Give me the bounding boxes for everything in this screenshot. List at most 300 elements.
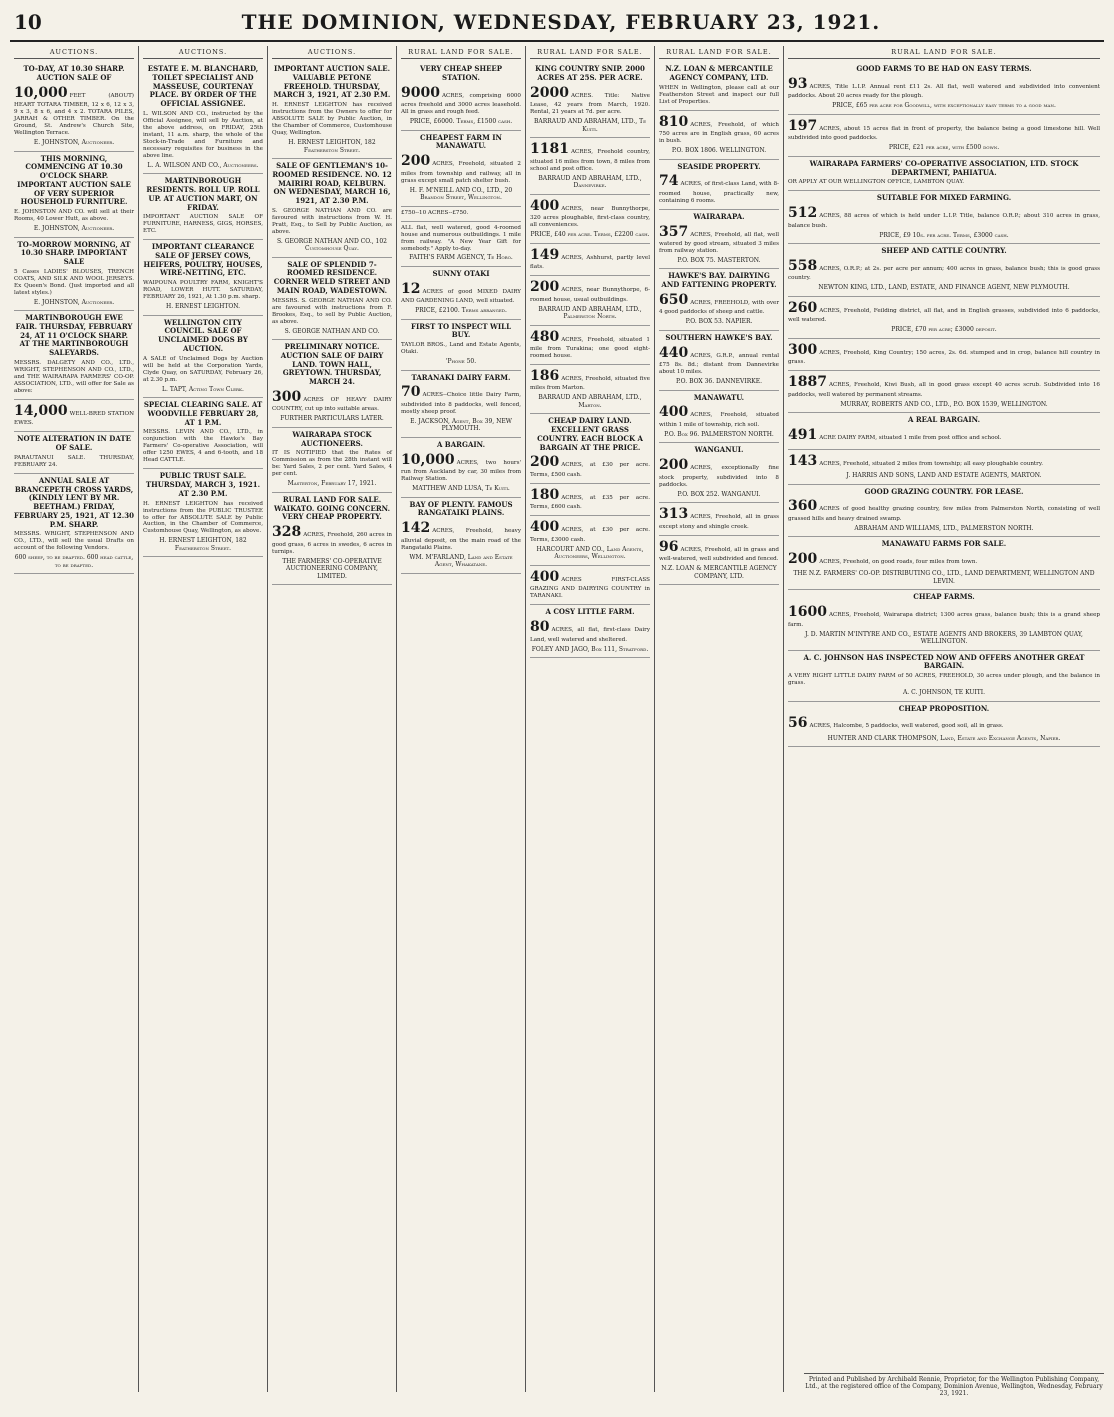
ad-title: MANAWATU. — [693, 392, 745, 402]
ad-signature: H. ERNEST LEIGHTON, 182 Featherston Street. — [159, 537, 247, 552]
ad-title: WANGANUI. — [694, 445, 744, 455]
ad-text: ACRES of good healthy grazing country, few miles from Palmerston North, consisting of well grassed hills and heavy drained swamp. — [788, 506, 1100, 522]
classified-ad — [530, 484, 650, 516]
column-header: AUCTIONS. — [143, 46, 263, 59]
ad-text: MESSRS. DALGETY AND CO., LTD., WRIGHT, STEPHENSON AND CO., LTD., and THE WAIRARAPA FARMERS' CO-OP. ASSOCIATION, LTD., will offer for Sale as above: — [14, 359, 134, 394]
classified-ad — [272, 258, 392, 340]
classified-ad — [143, 398, 263, 469]
ad-text: ACRES, Title L.I.P. Annual rent £11 2s. All flat, well watered and subdivided into convenient paddocks. About 20 acres ready for the plough. — [788, 83, 1100, 100]
ad-text: ACRES, Freehold, all in grass and well-watered, well subdivided and fenced. — [659, 546, 779, 563]
ad-signature: J. D. MARTIN M'INTYRE AND CO., ESTATE AGENTS AND BROKERS, 39 LAMBTON QUAY, WELLINGTON. — [805, 630, 1083, 646]
ad-signature: PRICE, £9 10s. per acre. Terms, £3000 cash. — [879, 231, 1009, 239]
ad-text: E. JOHNSTON AND CO. will sell at their Rooms, 40 Lower Hutt, as above. — [14, 209, 134, 223]
ad-text: ACRES. Title: Native Lease, 42 years from March, 1920. Rental, 21 years at 7d. per acre. — [530, 92, 650, 116]
classified-ad — [14, 152, 134, 238]
ad-text: FEET (ABOUT) HEART TOTARA TIMBER, 12 x 6, 12 x 3, 9 x 3, 8 x 6, and 4 x 2. TOTARA PILES, JARRAH & OTHER TIMBER. On the Ground, St. Andrew's Church Site, Wellington Terrace. — [14, 92, 134, 137]
ad-figure: 143 — [788, 452, 818, 469]
ad-body — [272, 208, 392, 236]
ad-text: ACRES, Freehold, King Country; 150 acres, 2s. 6d. stumped and in crop, balance hill country in grass. — [788, 349, 1100, 366]
ad-text: WHEN in Wellington, please call at our Featherston Street and inspect our full List of Properties. — [659, 84, 779, 105]
classified-ad — [14, 432, 134, 473]
ad-body — [530, 247, 650, 271]
ad-title: A. C. JOHNSON HAS INSPECTED NOW AND OFFERS ANOTHER GREAT BARGAIN. — [803, 652, 1085, 671]
ad-title: TO-MORROW MORNING, AT 10.30 SHARP. IMPORTANT SALE — [17, 239, 131, 267]
ad-body — [530, 569, 650, 600]
ad-signature: E. JOHNSTON, Auctioneer. — [33, 139, 115, 147]
ad-body — [272, 298, 392, 326]
column-6 — [655, 46, 784, 1392]
ad-text: WAIPOUNA POULTRY FARM, KNIGHT'S ROAD, LOWER HUTT. SATURDAY, FEBRUARY 26, 1921, At 1.30 p.m. sharp. — [143, 280, 263, 301]
ad-body — [788, 300, 1100, 324]
ad-text: ACRES--Choice little Dairy Farm, subdivided into 8 paddocks, well fenced, mostly sheep proof. — [401, 392, 521, 415]
ad-title: PUBLIC TRUST SALE. THURSDAY, MARCH 3, 1921. AT 2.30 P.M. — [145, 471, 261, 498]
ad-text: ACRES, Freehold country, situated 16 miles from town, 8 miles from school and post office. — [530, 149, 650, 172]
ad-text: MESSRS. WRIGHT, STEPHENSON AND CO., LTD., will sell the usual Drafts on account of the following Vendors. — [14, 531, 134, 552]
ad-signature: THE N.Z. FARMERS' CO-OP. DISTRIBUTING CO., LTD., LAND DEPARTMENT, WELLINGTON AND LEVIN. — [793, 570, 1095, 585]
ad-text: ACRES, Ashhurst, partly level flats. — [530, 254, 650, 271]
ad-title: ANNUAL SALE AT BRANCEPETH CROSS YARDS, (KINDLY LENT BY MR. BEETHAM.) FRIDAY, FEBRUARY 25, 1921, AT 12.30 P.M. SHARP. — [14, 475, 134, 529]
classified-ad — [401, 62, 521, 130]
ad-text: ACRES, at £30 per acre. Terms, £500 cash. — [530, 462, 650, 478]
ad-figure: 512 — [788, 205, 818, 222]
ad-body — [788, 715, 1100, 733]
ad-text: WELL-BRED STATION EWES. — [14, 410, 134, 427]
ad-text: A VERY RIGHT LITTLE DAIRY FARM of 50 ACRES, FREEHOLD, 30 acres under plough, and the balance in grass. — [788, 673, 1100, 687]
ad-body — [788, 453, 1100, 471]
ad-title: FIRST TO INSPECT WILL BUY. — [410, 321, 512, 340]
ad-text: ACRE DAIRY FARM, situated 1 mile from post office and school. — [819, 435, 1002, 441]
ad-signature: FOLEY AND JAGO, Box 111, Stratford. — [531, 645, 649, 653]
ad-body — [401, 342, 521, 356]
ad-body — [143, 280, 263, 301]
ad-title: CHEAP PROPOSITION. — [898, 703, 990, 713]
ad-body — [659, 114, 779, 145]
ad-body — [530, 368, 650, 392]
ad-signature: PRICE, £65 per acre for Goodwill, with exceptionally easy terms to a good man. — [832, 102, 1056, 110]
ad-figure: 480 — [530, 328, 560, 345]
classified-ad — [530, 414, 650, 483]
ad-figure: 200 — [530, 454, 560, 471]
ad-signature: BARRAUD AND ABRAHAM, LTD., Dannevirke. — [538, 174, 642, 190]
ad-title: GOOD GRAZING COUNTRY. FOR LEASE. — [864, 486, 1024, 496]
ad-body — [530, 487, 650, 511]
classified-ad — [659, 160, 779, 210]
ad-text: S. GEORGE NATHAN AND CO. are favoured with instructions from W. H. Pratt, Esq., to Sell by Public Auction, as above. — [272, 207, 392, 235]
classified-ad — [788, 115, 1100, 157]
ad-title: ESTATE E. M. BLANCHARD, TOILET SPECIALIST AND MASSEUSE, COURTENAY PLACE. BY ORDER OF THE OFFICIAL ASSIGNEE. — [147, 64, 259, 109]
ad-figure: 56 — [788, 715, 808, 732]
ad-body — [272, 389, 392, 413]
ad-body — [788, 179, 1100, 186]
ad-body — [788, 498, 1100, 522]
ad-title: SUITABLE FOR MIXED FARMING. — [876, 193, 1012, 203]
classified-ad — [788, 651, 1100, 702]
ad-title: WAIRARAPA FARMERS' CO-OPERATIVE ASSOCIATION, LTD. STOCK DEPARTMENT, PAHIATUA. — [809, 158, 1079, 177]
ad-signature: PRICE, £6000. Terms, £1500 cash. — [409, 118, 513, 126]
ad-figure: 360 — [788, 498, 818, 515]
ad-signature: P.O. BOX 1806. WELLINGTON. — [671, 147, 767, 155]
classified-ad — [788, 191, 1100, 244]
ad-figure: 186 — [530, 367, 560, 384]
ad-title: SPECIAL CLEARING SALE. AT WOODVILLE FEBRUARY 28, AT 1 P.M. — [143, 400, 263, 427]
classified-ad — [143, 62, 263, 174]
ad-text: A SALE of Unclaimed Dogs by Auction will be held at the Corporation Yards, Clyde Quay, on SATURDAY, February 26, at 2.30 p.m. — [143, 355, 263, 383]
ad-figure: 2000 — [530, 84, 569, 101]
ad-text: ACRES, Freehold, situated 2 miles from township; all easy ploughable country. — [819, 460, 1044, 467]
column-header: RURAL LAND FOR SALE. — [401, 46, 521, 59]
ad-figure: 1181 — [530, 141, 569, 158]
classified-ad — [530, 276, 650, 325]
ad-signature: N.Z. LOAN & MERCANTILE AGENCY COMPANY, LTD. — [661, 565, 777, 580]
classified-ad — [530, 326, 650, 365]
ad-body — [143, 429, 263, 464]
column-header: RURAL LAND FOR SALE. — [788, 46, 1100, 59]
ad-signature: FURTHER PARTICULARS LATER. — [280, 415, 384, 423]
ad-signature: E. JOHNSTON, Auctioneer. — [33, 298, 115, 306]
ad-signature: BARRAUD AND ABRAHAM, LTD., Palmerston North. — [538, 305, 642, 320]
classified-ad — [659, 62, 779, 110]
ad-body — [530, 279, 650, 303]
ad-signature: J. HARRIS AND SONS, LAND AND ESTATE AGENTS, MARTON. — [846, 472, 1042, 479]
classified-ad — [401, 207, 521, 222]
ad-text: ACRES of good MIXED DAIRY AND GARDENING LAND, well situated. — [401, 288, 521, 305]
classified-ad — [659, 503, 779, 535]
ad-title: IMPORTANT AUCTION SALE. VALUABLE PETONE FREEHOLD. THURSDAY, MARCH 3, 1921, AT 2.30 P.M. — [273, 64, 391, 100]
ad-figure: 10,000 — [401, 451, 455, 468]
ad-signature: Masterton, February 17, 1921. — [287, 480, 377, 488]
ad-figure: 357 — [659, 223, 689, 240]
column-4 — [397, 46, 526, 1392]
classified-ad — [143, 240, 263, 315]
ad-text: ACRES, exceptionally fine stock property, subdivided into 8 paddocks. — [659, 465, 779, 488]
ad-figure: 142 — [401, 520, 431, 537]
ad-figure: 149 — [530, 246, 560, 263]
ad-figure: 650 — [659, 291, 689, 308]
ad-figure: 93 — [788, 75, 808, 92]
classified-ad — [272, 159, 392, 258]
classified-ad — [788, 297, 1100, 339]
ad-text: ACRES, Freehold, Feilding district, all flat, and in English grasses, subdivided into 6 paddocks, well watered. — [788, 307, 1100, 324]
classified-ad — [14, 62, 134, 151]
ad-figure: 558 — [788, 257, 818, 274]
ad-text: 5 Cases LADIES' BLOUSES, TRENCH COATS, AND SILK AND WOOL JERSEYS. Ex Queen's Bond. (Just imported and all latest styles.) — [14, 268, 134, 296]
ad-title: SUNNY OTAKI — [432, 268, 490, 278]
ad-body — [14, 403, 134, 427]
classified-ad — [401, 131, 521, 207]
classified-ad — [788, 339, 1100, 371]
classified-ad — [530, 244, 650, 276]
ad-body — [401, 281, 521, 305]
ad-title: WAIRARAPA STOCK AUCTIONEERS. — [292, 429, 372, 448]
ad-signature: WM. M'FARLAND, Land and Estate Agent, Whakatane. — [409, 553, 513, 569]
ad-signature: THE FARMERS' CO-OPERATIVE AUCTIONEERING COMPANY, LIMITED. — [282, 557, 382, 580]
classified-ad — [401, 438, 521, 498]
ad-figure: 200 — [401, 153, 431, 170]
ad-body — [530, 519, 650, 543]
ad-signature: PRICE, £40 per acre. Terms, £2200 cash. — [530, 231, 650, 239]
ad-text: £750--10 ACRES--£750. — [401, 209, 469, 216]
classified-ad — [14, 311, 134, 400]
ad-figure: 300 — [272, 388, 302, 405]
newspaper-title: THE DOMINION, WEDNESDAY, FEBRUARY 23, 1921. — [241, 10, 881, 34]
ad-figure: 12 — [401, 280, 421, 297]
ad-body — [788, 342, 1100, 366]
ad-signature: PRICE, £70 per acre; £3000 deposit. — [891, 326, 997, 334]
ad-body — [788, 258, 1100, 282]
ad-figure: 328 — [272, 524, 302, 541]
ad-text: ACRES, at £35 per acre. Terms, £600 cash. — [530, 494, 650, 511]
classified-ad — [788, 450, 1100, 485]
column-header: AUCTIONS. — [14, 46, 134, 59]
ad-body — [272, 450, 392, 478]
ad-signature: L. TAPT, Acting Town Clerk. — [162, 385, 244, 393]
ad-title: BAY OF PLENTY. FAMOUS RANGATAIKI PLAINS. — [409, 499, 513, 518]
ad-body — [659, 404, 779, 428]
ad-figure: 200 — [530, 279, 560, 296]
ad-signature: E. JACKSON, Agent, Box 39, NEW PLYMOUTH. — [410, 417, 512, 433]
ad-text: ACRES, Freehold, heavy alluvial deposit, on the main road of the Rangataiki Plains. — [401, 528, 521, 551]
ad-body — [788, 76, 1100, 100]
ad-signature: 600 sheep, to be drafted. 600 head cattle, to be drafted. — [14, 554, 134, 569]
classified-ad — [401, 222, 521, 267]
ad-body — [788, 205, 1100, 229]
ad-body — [659, 292, 779, 316]
classified-ad — [530, 138, 650, 194]
column-3 — [268, 46, 397, 1392]
classified-ad — [788, 244, 1100, 297]
classified-ad — [788, 413, 1100, 449]
ad-signature: FAITH'S FARM AGENCY, Te Horo. — [409, 254, 513, 262]
ad-text: H. ERNEST LEIGHTON has received instructions from the PUBLIC TRUSTEE to offer for ABSOLUTE SALE by Public Auction, in the Chamber of Commerce, Customhouse Quay, Wellington, as above. — [143, 500, 263, 535]
ad-body — [788, 673, 1100, 687]
classified-ad — [788, 537, 1100, 590]
classified-ad — [143, 469, 263, 557]
ad-text: IMPORTANT AUCTION SALE OF FURNITURE, HARNESS, GIGS, HORSES, ETC. — [143, 214, 263, 235]
ad-signature: P.O. BOX 36. DANNEVIRKE. — [675, 378, 763, 386]
ad-text: ACRES, near Bunnythorpe, 6-roomed house, usual outbuildings. — [530, 287, 650, 303]
ad-signature: BARRAUD AND ABRAHAM, LTD., Te Kuiti. — [533, 118, 647, 133]
ad-title: NOTE ALTERATION IN DATE OF SALE. — [17, 434, 131, 453]
ad-figure: 197 — [788, 117, 818, 134]
classified-ad — [659, 331, 779, 391]
ad-text: ACRES, Freehold, situated 1 mile from Turakina; one good eight-roomed house. — [530, 336, 650, 359]
ad-title: CHEAP FARMS. — [913, 592, 975, 602]
page-number: 10 — [14, 10, 42, 34]
ad-figure: 491 — [788, 427, 818, 443]
classified-ad — [659, 210, 779, 270]
ad-text: ACRES FIRST-CLASS GRAZING AND DAIRYING COUNTRY in TARANAKI. — [530, 576, 650, 600]
classified-ad — [272, 62, 392, 159]
ad-figure: 9000 — [401, 84, 440, 101]
ad-body — [788, 551, 1100, 569]
ad-figure: 80 — [530, 619, 550, 636]
ad-body — [401, 85, 521, 116]
ad-title: WAIRARAPA. — [693, 211, 745, 221]
ad-body — [788, 118, 1100, 142]
ad-text: ACRES, all flat, first-class Dairy Land, well watered and sheltered. — [530, 627, 650, 643]
ad-body — [143, 356, 263, 384]
column-header: RURAL LAND FOR SALE. — [659, 46, 779, 59]
ad-body — [659, 224, 779, 255]
classified-ad — [788, 485, 1100, 538]
ad-body — [401, 384, 521, 415]
classified-ad — [14, 474, 134, 574]
classified-ad — [788, 590, 1100, 650]
ad-signature: NEWTON KING, LTD., LAND, ESTATE, AND FINANCE AGENT, NEW PLYMOUTH. — [818, 284, 1070, 292]
classified-ad — [788, 157, 1100, 191]
ad-body — [14, 209, 134, 223]
ad-body — [659, 85, 779, 106]
ad-text: ACRES, Freehold, all in grass except stony and shingle creek. — [659, 514, 779, 530]
classified-ad — [659, 391, 779, 444]
ad-figure: 200 — [659, 457, 689, 474]
ad-title: RURAL LAND FOR SALE. WAIKATO. GOING CONCERN. VERY CHEAP PROPERTY. — [273, 494, 391, 522]
classified-ad — [530, 516, 650, 565]
ad-title: TO-DAY, AT 10.30 SHARP. AUCTION SALE OF — [23, 64, 125, 82]
ad-body — [272, 524, 392, 555]
ad-signature: L. A. WILSON AND CO., Auctioneers. — [147, 161, 259, 169]
ad-title: KING COUNTRY SNIP. 2000 ACRES AT 25S. PER ACRE. — [535, 64, 645, 82]
ad-body — [788, 427, 1100, 445]
ad-title: CHEAPEST FARM IN MANAWATU. — [420, 132, 502, 151]
ad-text: IT IS NOTIFIED that the Rates of Commission as from the 28th instant will be: Yard Sales, 2 per cent. Yard Sales, 4 per cent. — [272, 450, 392, 478]
ad-body — [659, 345, 779, 376]
ad-body — [143, 111, 263, 160]
classified-ad — [143, 174, 263, 240]
classified-ad — [659, 536, 779, 585]
ad-signature: P.O. BOX 252. WANGANUI. — [677, 490, 761, 498]
ad-figure: 313 — [659, 506, 689, 523]
classified-ad — [659, 111, 779, 160]
ad-body — [530, 619, 650, 643]
ad-signature: P.O. BOX 75. MASTERTON. — [677, 256, 761, 264]
classified-ad — [14, 400, 134, 432]
newspaper-page — [10, 10, 1104, 1397]
classified-ad — [530, 365, 650, 414]
ad-body — [530, 454, 650, 478]
ad-body — [659, 539, 779, 563]
ad-signature: BARRAUD AND ABRAHAM, LTD., Marton. — [538, 394, 642, 409]
ad-text: ACRES, about 15 acres flat in front of property, the balance being a good limestone hill. Well subdivided into good paddocks. — [788, 125, 1100, 142]
ad-text: ACRES, Halcombe, 5 paddocks, well watered, good soil, all in grass. — [809, 723, 1004, 730]
ad-title: HAWKE'S BAY. DAIRYING AND FATTENING PROPERTY. — [661, 271, 777, 290]
classified-ad — [659, 269, 779, 330]
ad-text: ACRES, Freehold, of which 750 acres are in English grass, 60 acres in bush. — [659, 121, 779, 145]
ad-text: ACRES, Freehold, situated five miles from Marton. — [530, 375, 650, 392]
ad-text: ACRES, of first-class Land, with 8-roomed house, practically new, containing 6 rooms. — [659, 181, 779, 204]
ad-body — [401, 520, 521, 551]
ad-figure: 180 — [530, 486, 560, 503]
ad-signature: PRICE, £2100. Terms arranged. — [415, 307, 507, 315]
ad-text: MESSRS. S. GEORGE NATHAN AND CO. are favoured with instructions from F. Brookes, Esq., to sell by Public Auction, as above. — [272, 297, 392, 325]
ad-title: WELLINGTON CITY COUNCIL. SALE OF UNCLAIMED DOGS BY AUCTION. — [158, 317, 248, 353]
ad-text: MESSRS. LEVIN AND CO., LTD., in conjunction with the Hawke's Bay Farmers' Co-operative Association, will offer 1250 EWES, 4 and 6-tooth, and 18 Head CATTLE. — [143, 429, 263, 464]
ad-figure: 260 — [788, 299, 818, 316]
ad-text: ACRES, G.R.P., annual rental £75 8s. 8d.; distant from Dannevirke about 10 miles. — [659, 352, 779, 376]
ad-signature: P.O. BOX 53. NAPIER. — [685, 318, 753, 326]
ad-text: ACRES, O.R.P.; at 2s. per acre per annum; 400 acres in grass, balance bush; this is good grass country. — [788, 265, 1100, 282]
ad-body — [401, 210, 521, 217]
ad-signature: MURRAY, ROBERTS AND CO., LTD., P.O. BOX 1539, WELLINGTON. — [840, 400, 1048, 408]
ad-signature: H. ERNEST LEIGHTON, 182 Featherston Street. — [288, 139, 376, 154]
ad-title: SALE OF SPLENDID 7-ROOMED RESIDENCE. CORNER WELD STREET AND MAIN ROAD, WADESTOWN. — [273, 259, 391, 295]
ad-title: MARTINBOROUGH EWE FAIR. THURSDAY, FEBRUARY 24, AT 11 O'CLOCK SHARP. AT THE MARTINBOROUGH SALEYARDS. — [15, 313, 133, 358]
ad-signature: 'Phone 50. — [445, 358, 477, 366]
ad-body — [659, 457, 779, 488]
ad-body — [401, 452, 521, 483]
ad-text: ACRES, 88 acres of which is held under L.I.P. Title, balance O.R.P.; about 310 acres in grass, balance bush. — [788, 213, 1100, 229]
ad-text: ACRES, Freehold, all flat, well watered by good stream, situated 3 miles from railway station. — [659, 231, 779, 254]
classified-ad — [530, 566, 650, 605]
ad-body — [272, 102, 392, 137]
ad-body — [530, 198, 650, 229]
ad-body — [143, 214, 263, 235]
ad-text: H. ERNEST LEIGHTON has received instructions from the Owners to offer for ABSOLUTE SALE by Public Auction, in the Chamber of Commerce, Customhouse Quay, Wellington. — [272, 102, 392, 137]
classified-ad — [530, 605, 650, 658]
classified-ad — [272, 340, 392, 428]
classified-ad — [401, 267, 521, 320]
classified-ad — [401, 320, 521, 371]
columns — [10, 46, 1104, 1392]
ad-figure: 1600 — [788, 604, 827, 621]
ad-title: GOOD FARMS TO BE HAD ON EASY TERMS. — [856, 64, 1032, 74]
column-1 — [10, 46, 139, 1392]
ad-title: A REAL BARGAIN. — [907, 415, 981, 425]
ad-signature: MATTHEW AND LUSA, Te Kuiti. — [412, 485, 510, 493]
ad-signature: P.O. Box 96. PALMERSTON NORTH. — [664, 430, 774, 438]
classified-ad — [401, 371, 521, 438]
ad-text: ACRES, Freehold, situated 2 miles from township and railway, all in grass except small patch shelter bush. — [401, 161, 521, 184]
ad-title: PRELIMINARY NOTICE. AUCTION SALE OF DAIRY LAND. TOWN HALL, GREYTOWN. THURSDAY, MARCH 24. — [280, 342, 384, 387]
ad-body — [14, 85, 134, 137]
ad-body — [659, 173, 779, 204]
ad-figure: 400 — [530, 519, 560, 536]
column-2 — [139, 46, 268, 1392]
classified-ad — [788, 371, 1100, 413]
ad-title: MARTINBOROUGH RESIDENTS. ROLL UP. ROLL UP. AT AUCTION MART, ON FRIDAY. — [146, 176, 260, 212]
column-5 — [526, 46, 655, 1392]
ad-body — [14, 455, 134, 469]
ad-body — [14, 269, 134, 297]
ad-figure: 300 — [788, 341, 818, 358]
classified-ad — [530, 195, 650, 244]
ad-body — [788, 604, 1100, 628]
ad-body — [14, 531, 134, 552]
ad-signature: H. F. M'NEILL AND CO., LTD., 20 Brandon Street, Wellington. — [409, 186, 513, 202]
ad-title: VERY CHEAP SHEEP STATION. — [419, 64, 503, 82]
classified-ad — [530, 62, 650, 138]
classified-ad — [272, 428, 392, 493]
ad-signature: ABRAHAM AND WILLIAMS, LTD., PALMERSTON NORTH. — [854, 524, 1034, 532]
ad-figure: 810 — [659, 113, 689, 130]
ad-body — [530, 329, 650, 360]
ad-text: ACRES, comprising 6000 acres freehold and 3000 acres leasehold. All in grass and rough feed. — [401, 92, 521, 116]
classified-ad — [659, 443, 779, 503]
ad-title: A COSY LITTLE FARM. — [545, 607, 635, 617]
ad-text: ACRES, Freehold, on good roads, four miles from town. — [819, 558, 978, 565]
ad-text: TAYLOR BROS., Land and Estate Agents, Otaki. — [401, 342, 521, 356]
ad-signature: S. GEORGE NATHAN AND CO., 102 Customhouse Quay. — [276, 237, 387, 253]
ad-title: A BARGAIN. — [436, 439, 486, 449]
imprint: Printed and Published by Archibald Rennie, Proprietor, for the Wellington Publishing Company, Ltd., at the registered office of the Company, Dominion Avenue, Wellington, Wednesday, February 23, 1921. — [804, 1373, 1104, 1397]
ad-figure: 200 — [788, 550, 818, 567]
ad-text: ACRES OF HEAVY DAIRY COUNTRY, cut up into suitable areas. — [272, 396, 392, 413]
ad-text: ALL flat, well watered, good 4-roomed house and numerous outbuildings. 1 mile from railway. "A New Year Gift for somebody." Apply to-day. — [401, 224, 521, 252]
ad-text: ACRES, FREEHOLD, with over 4 good paddocks of sheep and cattle. — [659, 299, 779, 316]
ad-figure: 400 — [530, 197, 560, 214]
ad-text: ACRES, at £30 per acre. Terms, £3000 cash. — [530, 527, 650, 543]
ad-signature: E. JOHNSTON, Auctioneer. — [33, 225, 115, 233]
